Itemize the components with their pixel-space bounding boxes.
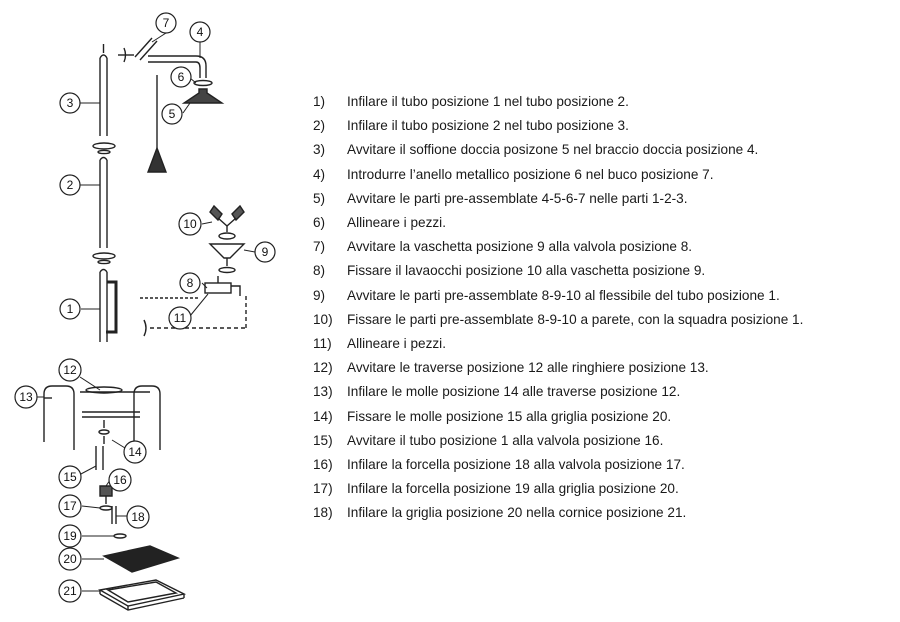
step-item [313, 405, 803, 429]
step-number: 18) [313, 505, 333, 521]
step-number: 6) [313, 215, 326, 231]
step-item [313, 501, 803, 525]
step-text: Infilare le molle posizione 14 alle traverse posizione 12. [347, 384, 681, 400]
basin-part-9 [210, 244, 244, 273]
assembly-steps-list [313, 90, 803, 526]
exploded-assembly-diagram [0, 0, 300, 622]
step-text: Avvitare il tubo posizione 1 alla valvola posizione 16. [347, 432, 664, 448]
step-item [313, 477, 803, 501]
shower-arm-part-4 [118, 38, 206, 78]
step-item [313, 284, 803, 308]
step-number: 11) [313, 336, 332, 352]
step-item [313, 187, 803, 211]
step-number: 15) [313, 432, 333, 448]
step-item [313, 308, 803, 332]
springs-part-14-15 [96, 420, 109, 470]
step-text: Allineare i pezzi. [347, 336, 446, 352]
step-text: Infilare il tubo posizione 1 nel tubo posizione 2. [347, 94, 629, 109]
step-text: Infilare la griglia posizione 20 nella cornice posizione 21. [347, 505, 687, 521]
step-number: 8) [313, 263, 326, 279]
callout-2: 2 [66, 178, 74, 192]
step-item [313, 380, 803, 404]
step-number: 4) [313, 166, 326, 182]
callout-9: 9 [261, 245, 269, 259]
callout-19: 19 [63, 529, 77, 543]
step-number: 7) [313, 239, 326, 255]
metal-ring-part-6 [194, 81, 212, 86]
step-number: 14) [313, 408, 333, 424]
step-item [313, 259, 803, 283]
step-item [313, 332, 803, 356]
step-text: Infilare la forcella posizione 18 alla valvola posizione 17. [347, 457, 685, 473]
step-item [313, 138, 803, 162]
step-text: Fissare le molle posizione 15 alla griglia posizione 20. [347, 408, 672, 424]
step-text: Avvitare il soffione doccia posizone 5 nel braccio doccia posizione 4. [347, 142, 759, 158]
railing-part-13 [44, 386, 160, 450]
step-text: Allineare i pezzi. [347, 215, 446, 231]
callout-7: 7 [162, 16, 170, 30]
callout-20: 20 [63, 552, 77, 566]
step-text: Infilare il tubo posizione 2 nel tubo posizione 3. [347, 118, 629, 134]
step-number: 17) [313, 481, 333, 497]
step-item [313, 453, 803, 477]
callout-14: 14 [128, 445, 142, 459]
valve-assembly-part-16-17-18 [100, 486, 116, 524]
step-item [313, 90, 803, 114]
step-item [313, 356, 803, 380]
step-text: Avvitare le parti pre-assemblate 8-9-10 al flessibile del tubo posizione 1. [347, 287, 780, 303]
callout-4: 4 [196, 25, 204, 39]
grid-part-20 [104, 546, 178, 572]
step-item [313, 211, 803, 235]
callout-5: 5 [168, 107, 176, 121]
step-number: 16) [313, 457, 333, 473]
step-text: Infilare la forcella posizione 19 alla griglia posizione 20. [347, 481, 679, 497]
step-number: 2) [313, 118, 326, 134]
step-item [313, 235, 803, 259]
pull-handle [148, 75, 166, 172]
step-item [313, 429, 803, 453]
callout-16: 16 [113, 473, 127, 487]
callout-17: 17 [63, 499, 77, 513]
step-number: 9) [313, 287, 326, 303]
callout-3: 3 [66, 96, 74, 110]
step-number: 12) [313, 360, 333, 376]
pipe-part-2 [100, 158, 107, 249]
step-text: Fissare le parti pre-assemblate 8-9-10 a parete, con la squadra posizione 1. [347, 311, 804, 327]
step-number: 1) [313, 94, 326, 109]
fork-part-19 [114, 534, 126, 538]
callout-11: 11 [173, 311, 187, 325]
callout-18: 18 [131, 510, 145, 524]
pipe-part-3 [100, 44, 107, 136]
eyewash-part-10 [210, 206, 244, 239]
step-number: 10) [313, 311, 333, 327]
step-text: Fissare il lavaocchi posizione 10 alla vaschetta posizione 9. [347, 263, 706, 279]
pipe-part-1 [100, 270, 246, 343]
step-text: Avvitare la vaschetta posizione 9 alla valvola posizione 8. [347, 239, 693, 255]
step-text: Avvitare le parti pre-assemblate 4-5-6-7 nelle parti 1-2-3. [347, 190, 688, 206]
shower-head-part-5 [184, 89, 222, 103]
callout-6: 6 [177, 70, 185, 84]
step-text: Avvitare le traverse posizione 12 alle ringhiere posizione 13. [347, 360, 709, 376]
step-number: 3) [313, 142, 326, 158]
step-item [313, 114, 803, 138]
crossbar-part-12 [80, 387, 150, 417]
callout-13: 13 [19, 390, 33, 404]
callout-12: 12 [63, 363, 77, 377]
frame-part-21 [100, 580, 184, 610]
callout-8: 8 [186, 276, 194, 290]
callout-15: 15 [63, 470, 77, 484]
callout-1: 1 [66, 302, 74, 316]
step-item [313, 163, 803, 187]
step-number: 5) [313, 190, 326, 206]
callout-10: 10 [183, 217, 197, 231]
step-text: Introdurre l’anello metallico posizione 6 nel buco posizione 7. [347, 166, 714, 182]
callout-21: 21 [63, 584, 77, 598]
step-number: 13) [313, 384, 333, 400]
callout-circles [15, 13, 275, 602]
